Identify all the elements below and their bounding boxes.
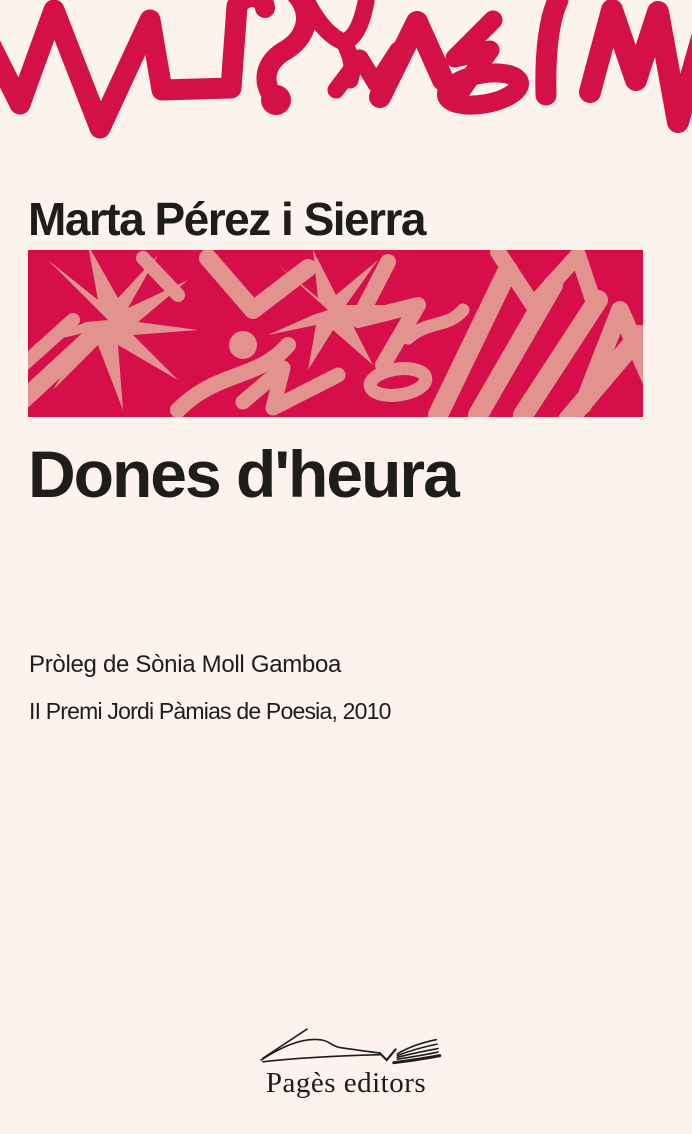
pattern-band-art <box>28 250 643 417</box>
publisher-logo <box>226 1022 466 1098</box>
publisher-name: Pagès editors <box>265 1067 427 1099</box>
award-note: II Premi Jordi Pàmias de Poesia, 2010 <box>29 698 391 724</box>
open-book-sketch-icon <box>236 1022 456 1068</box>
author-name: Marta Pérez i Sierra <box>28 193 426 245</box>
book-title: Dones d'heura <box>28 437 458 511</box>
prologue-credit: Pròleg de Sònia Moll Gamboa <box>29 651 342 678</box>
graffiti-scribble-art <box>0 0 692 170</box>
